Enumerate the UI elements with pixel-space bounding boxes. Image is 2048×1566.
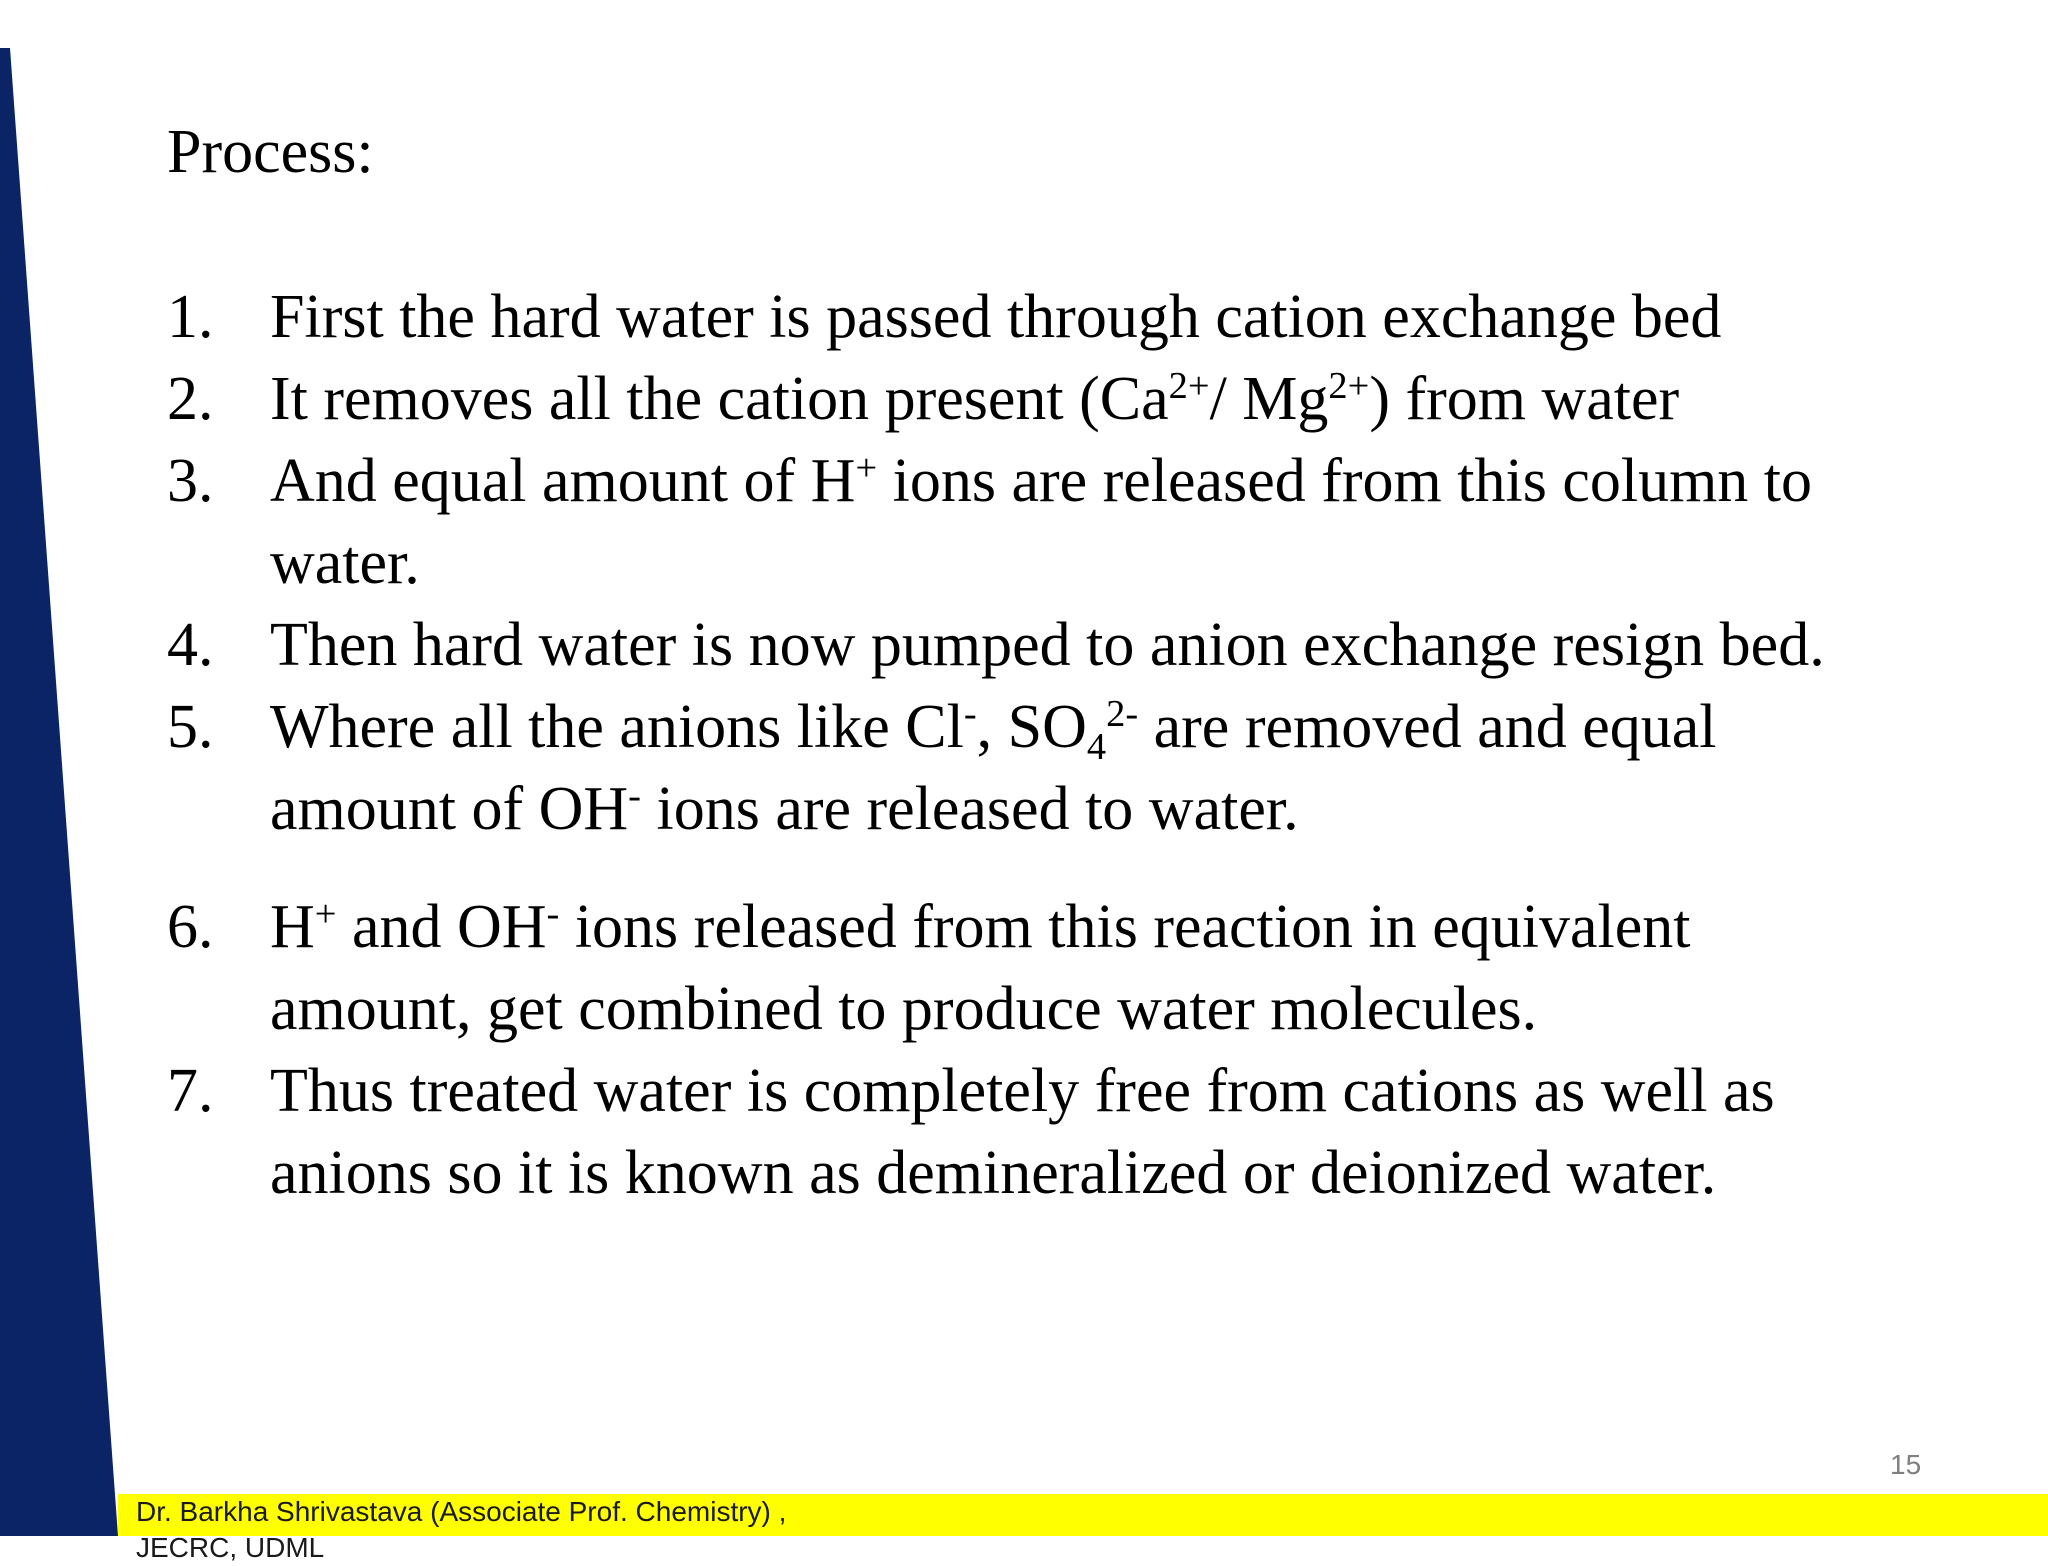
slide-title: Process: [167, 118, 374, 186]
step-text-segment: , SO [976, 693, 1087, 761]
footer-bar [118, 1494, 2048, 1563]
step-text-segment: ions are released from this column to water. [270, 447, 1813, 597]
page-number: 15 [1890, 1449, 1922, 1480]
process-step [167, 886, 1907, 1050]
process-step [167, 440, 1907, 604]
chem-supscript: - [546, 892, 560, 935]
step-text [270, 604, 1907, 686]
chem-supscript: + [855, 446, 878, 489]
step-text-segment: And equal amount of H [270, 447, 856, 515]
step-number: 5. [167, 693, 214, 761]
chem-subscript: 4 [1086, 725, 1107, 768]
chem-supscript: - [628, 774, 641, 817]
step-text-segment: ) from water [1369, 365, 1680, 433]
step-text-segment: First the hard water is passed through cation exchange bed [270, 283, 1722, 351]
process-step [167, 276, 1907, 358]
process-step [167, 1050, 1907, 1214]
step-text [270, 686, 1907, 850]
step-text [270, 1050, 1907, 1214]
process-steps-list [167, 276, 1907, 1214]
step-number: 7. [167, 1057, 214, 1125]
chem-supscript: + [314, 892, 337, 935]
footer-author-text: Dr. Barkha Shrivastava (Associate Prof. Chemistry) , JECRC, UDML [136, 1496, 787, 1563]
step-text-segment: It removes all the cation present (Ca [270, 365, 1169, 433]
step-text-segment: Thus treated water is completely free from cations as well as anions so it is known as demineralized or deionized water. [270, 1057, 1775, 1207]
step-number: 6. [167, 893, 214, 961]
step-text [270, 358, 1907, 440]
process-step [167, 604, 1907, 686]
step-text [270, 276, 1907, 358]
left-band-shape [0, 48, 118, 1536]
process-step [167, 686, 1907, 850]
step-text-segment: ions released from this reaction in equivalent amount, get combined to produce water molecules. [270, 893, 1691, 1043]
left-decorative-band [0, 0, 160, 1536]
step-text [270, 440, 1907, 604]
step-text-segment: H [270, 893, 315, 961]
step-text [270, 886, 1907, 1050]
step-text-segment: ions are released to water. [640, 775, 1299, 843]
process-step [167, 358, 1907, 440]
step-number: 3. [167, 447, 214, 515]
chem-supscript: 2+ [1168, 364, 1210, 407]
step-number: 2. [167, 365, 214, 433]
step-number: 4. [167, 611, 214, 679]
step-text-segment: Where all the anions like Cl [270, 693, 964, 761]
step-text-segment: and OH [336, 893, 547, 961]
step-text-segment: / Mg [1209, 365, 1329, 433]
step-text-segment: are removed and equal amount of OH [270, 693, 1717, 843]
step-text-segment: Then hard water is now pumped to anion exchange resign bed. [270, 611, 1825, 679]
step-number: 1. [167, 283, 214, 351]
chem-supscript: - [963, 692, 977, 735]
chem-supscript: 2- [1106, 692, 1139, 735]
chem-supscript: 2+ [1328, 364, 1370, 407]
